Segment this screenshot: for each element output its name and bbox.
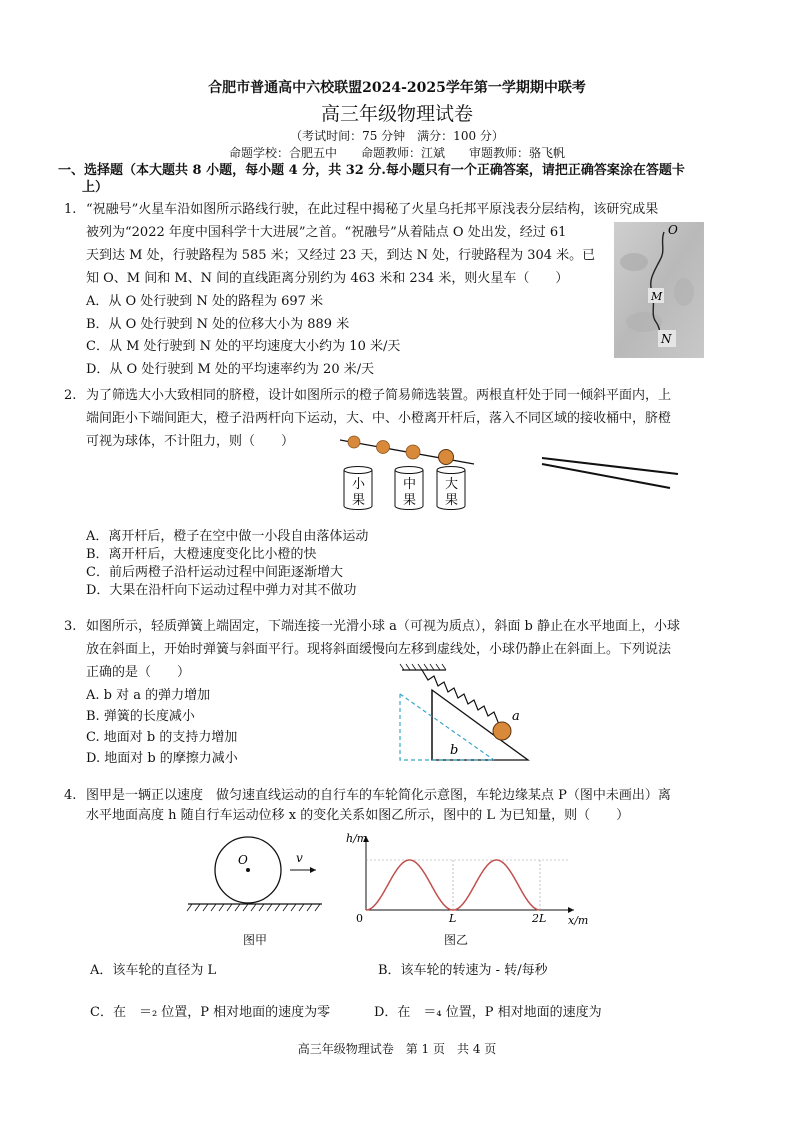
bucket-medium <box>395 467 423 510</box>
q2-stem-1: 为了筛选大小大致相同的脐橙，设计如图所示的橙子简易筛选装置。两根直杆处于同一倾斜平面内，上 <box>86 388 672 403</box>
orange-small-icon <box>377 441 390 454</box>
svg-text:果: 果 <box>445 493 459 508</box>
fig-label-v: v <box>296 851 303 865</box>
page-footer: 高三年级物理试卷 第 1 页 共 4 页 <box>297 1042 497 1056</box>
caption-figure-b: 图乙 <box>444 933 469 947</box>
q4-option-b: B．该车轮的转速为 - 转/每秒 <box>378 963 548 978</box>
q1-stem-4: 知 O、M 间和 M、N 间的直线距离分别约为 463 米和 234 米，则火星车（ ） <box>86 271 569 286</box>
height-displacement-graph <box>338 830 592 926</box>
q4-number: 4. <box>64 788 77 803</box>
section-title-cont: 上） <box>82 180 109 195</box>
q2-stem-2: 端间距小下端间距大，橙子沿两杆向下运动，大、中、小橙离开杆后，落入不同区域的接收桶中，脐橙 <box>86 411 672 426</box>
fig-label-b: b <box>450 743 459 758</box>
graph-tick-2l: 2L <box>532 912 547 925</box>
q4-option-c: C．在 ＝₂ 位置，P 相对地面的速度为零 <box>90 1005 331 1020</box>
q3-stem-2: 放在斜面上，开始时弹簧与斜面平行。现将斜面缓慢向左移到虚线处，小球仍静止在斜面上。下列说法 <box>86 642 672 657</box>
q2-option-c: C．前后两橙子沿杆运动过程中间距逐渐增大 <box>86 565 343 580</box>
q3-stem-1: 如图所示，轻质弹簧上端固定，下端连接一光滑小球 a（可视为质点），斜面 b 静止在水平地面上，小球 <box>86 619 680 634</box>
spring-incline-figure <box>386 660 536 770</box>
q1-number: 1. <box>64 202 77 217</box>
spring-icon <box>422 670 500 726</box>
svg-text:果: 果 <box>403 493 417 508</box>
q2-option-d: D．大果在沿杆向下运动过程中弹力对其不做功 <box>86 583 357 598</box>
fig-label-a: a <box>512 709 520 724</box>
q4-stem-1: 图甲是一辆正以速度 做匀速直线运动的自行车的车轮简化示意图，车轮边缘某点 P（图中未画出）离 <box>86 788 671 803</box>
svg-text:中: 中 <box>403 477 417 492</box>
bucket-small <box>344 467 372 510</box>
graph-ylabel: h/m <box>346 832 368 845</box>
bucket-large <box>437 467 465 510</box>
orange-large-icon <box>439 450 454 465</box>
caption-figure-a: 图甲 <box>243 933 268 947</box>
exam-header: 合肥市普通高中六校联盟2024-2025学年第一学期期中联考 <box>208 80 586 96</box>
q2-option-b: B．离开杆后，大橙速度变化比小橙的快 <box>86 547 317 562</box>
fig-label-o: O <box>238 853 248 867</box>
q3-option-b: B. 弹簧的长度减小 <box>86 709 195 724</box>
fig-label-o: O <box>668 223 678 237</box>
q3-option-c: C. 地面对 b 的支持力增加 <box>86 730 238 745</box>
q3-option-d: D. 地面对 b 的摩擦力减小 <box>86 751 238 766</box>
exam-info: （考试时间：75 分钟 满分：100 分） <box>290 129 504 143</box>
orange-small-icon <box>348 436 360 448</box>
fig-label-m: M <box>651 290 663 303</box>
q2-option-a: A．离开杆后，橙子在空中做一小段自由落体运动 <box>86 529 369 544</box>
q2-number: 2. <box>64 388 77 403</box>
q1-option-d: D．从 O 处行驶到 M 处的平均速率约为 20 米/天 <box>86 362 375 377</box>
svg-text:果: 果 <box>352 493 366 508</box>
q1-stem-2: 被列为“2022 年度中国科学十大进展”之首。“祝融号”从着陆点 O 处出发，经过 61 <box>86 225 567 240</box>
svg-text:小: 小 <box>352 477 366 492</box>
page-title: 高三年级物理试卷 <box>320 103 473 125</box>
graph-xlabel: x/m <box>568 914 589 926</box>
q1-option-c: C．从 M 处行驶到 N 处的平均速度大小约为 10 米/天 <box>86 339 401 354</box>
q1-stem-1: “祝融号”火星车沿如图所示路线行驶，在此过程中揭秘了火星乌托邦平原浅表分层结构，该研究成果 <box>86 202 659 217</box>
q4-option-a: A．该车轮的直径为 L <box>90 963 217 978</box>
q3-option-a: A. b 对 a 的弹力增加 <box>86 688 211 703</box>
orange-sorter-figure <box>330 430 690 514</box>
exam-authors: 命题学校：合肥五中 命题教师：江斌 审题教师：骆飞帆 <box>228 146 565 160</box>
q3-stem-3: 正确的是（ ） <box>86 665 191 680</box>
section-title: 一、选择题（本大题共 8 小题，每小题 4 分，共 32 分.每小题只有一个正确答案，请把正确答案涂在答题卡 <box>58 163 685 178</box>
q1-option-a: A．从 O 处行驶到 N 处的路程为 697 米 <box>86 294 324 309</box>
q4-stem-2: 水平地面高度 h 随自行车运动位移 x 的变化关系如图乙所示，图中的 L 为已知量，则（ ） <box>86 808 630 823</box>
ball-icon <box>493 722 511 740</box>
svg-text:大: 大 <box>445 477 459 492</box>
q4-option-d: D．在 ＝₄ 位置，P 相对地面的速度为 <box>374 1005 602 1020</box>
q3-number: 3. <box>64 619 77 634</box>
fig-label-n: N <box>661 332 672 346</box>
graph-origin: 0 <box>356 912 363 925</box>
graph-tick-l: L <box>449 912 457 925</box>
q2-stem-3: 可视为球体，不计阻力，则（ ） <box>86 434 295 449</box>
q1-option-b: B．从 O 处行驶到 N 处的位移大小为 889 米 <box>86 317 350 332</box>
mars-route-figure <box>614 222 704 358</box>
q1-stem-3: 天到达 M 处，行驶路程为 585 米；又经过 23 天，到达 N 处，行驶路程为 304 米。已 <box>86 248 596 263</box>
orange-medium-icon <box>406 445 420 459</box>
wheel-figure <box>186 836 326 918</box>
velocity-arrow-icon <box>310 867 316 873</box>
